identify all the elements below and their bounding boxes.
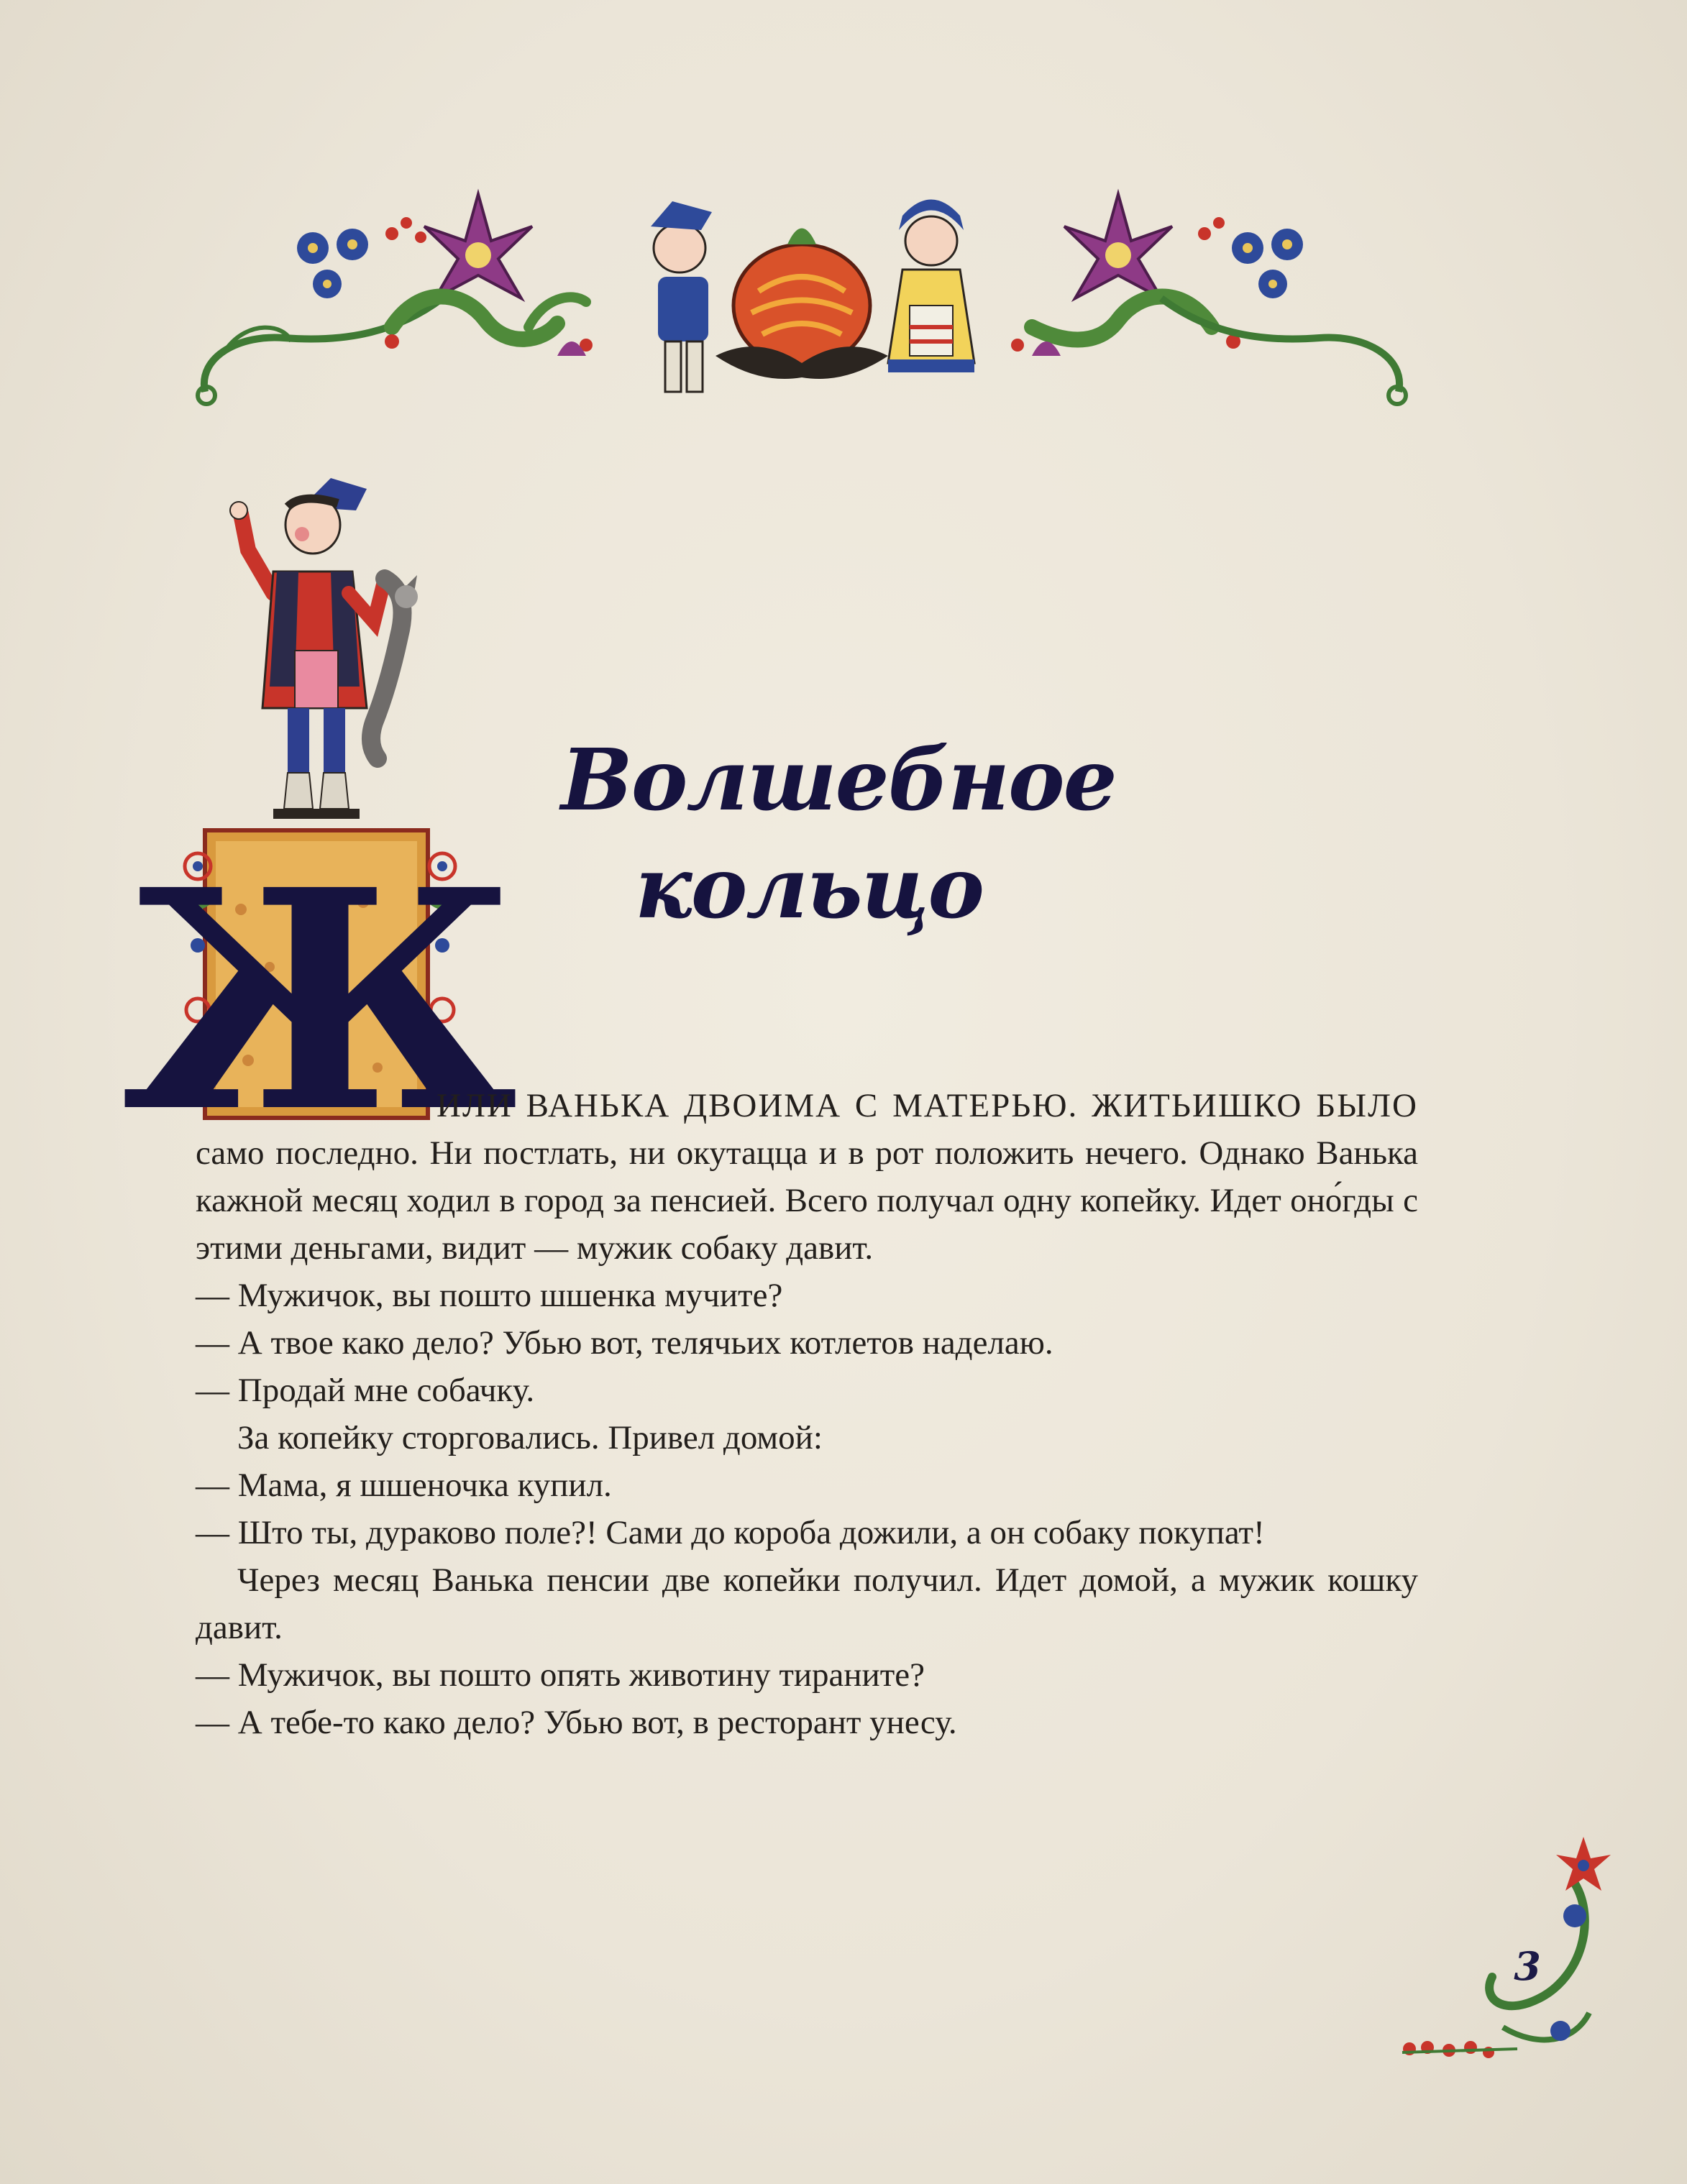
drop-cap-ornament xyxy=(122,823,518,1179)
title-line-1: Волшебное xyxy=(561,730,1116,830)
drop-cap-letter: Ж xyxy=(122,825,518,1179)
paragraph: — Што ты, дураково поле?! Сами до короба дожили, а он собаку покупат! xyxy=(196,1514,1265,1551)
paragraph: — Мужичок, вы пошто шшенка мучите? xyxy=(196,1277,783,1314)
paragraph: — А твое како дело? Убью вот, телячьих котлетов наделаю. xyxy=(196,1324,1053,1362)
paragraph: — Продай мне собачку. xyxy=(196,1372,535,1409)
paragraph-rest: само последно. Ни постлать, ни окутацца и в рот положить нечего. Однако Ванька кажной месяц ходил в город за пенсией. Всего получал одну копейку. Идет оно́гды с этими деньгами, видит — мужик собаку давит. xyxy=(196,1134,1418,1267)
paragraph: — Мужичок, вы пошто опять животину тираните? xyxy=(196,1656,925,1694)
paragraph: За копейку сторговались. Привел домой: xyxy=(237,1419,823,1456)
title-line-2: кольцо xyxy=(634,838,984,937)
paragraph: — Мама, я шшеночка купил. xyxy=(196,1467,612,1504)
paragraph-lead: ИЛИ ВАНЬКА ДВОИМА С МАТЕРЬЮ. ЖИТЬИШКО БЫЛО xyxy=(436,1087,1418,1124)
story-title xyxy=(561,726,1116,942)
paragraph: — А тебе-то како дело? Убью вот, в ресторант унесу. xyxy=(196,1704,957,1741)
story-text xyxy=(196,1082,1418,1746)
corner-ornament xyxy=(1395,1833,1611,2070)
paragraph-first xyxy=(196,1082,1418,1272)
folk-ornament-banner xyxy=(183,176,1420,413)
page-number: 3 xyxy=(1514,1943,1541,1989)
paragraph: Через месяц Ванька пенсии две копейки получил. Идет домой, а мужик кошку давит. xyxy=(196,1561,1418,1646)
boy-with-cat-illustration xyxy=(194,471,453,830)
